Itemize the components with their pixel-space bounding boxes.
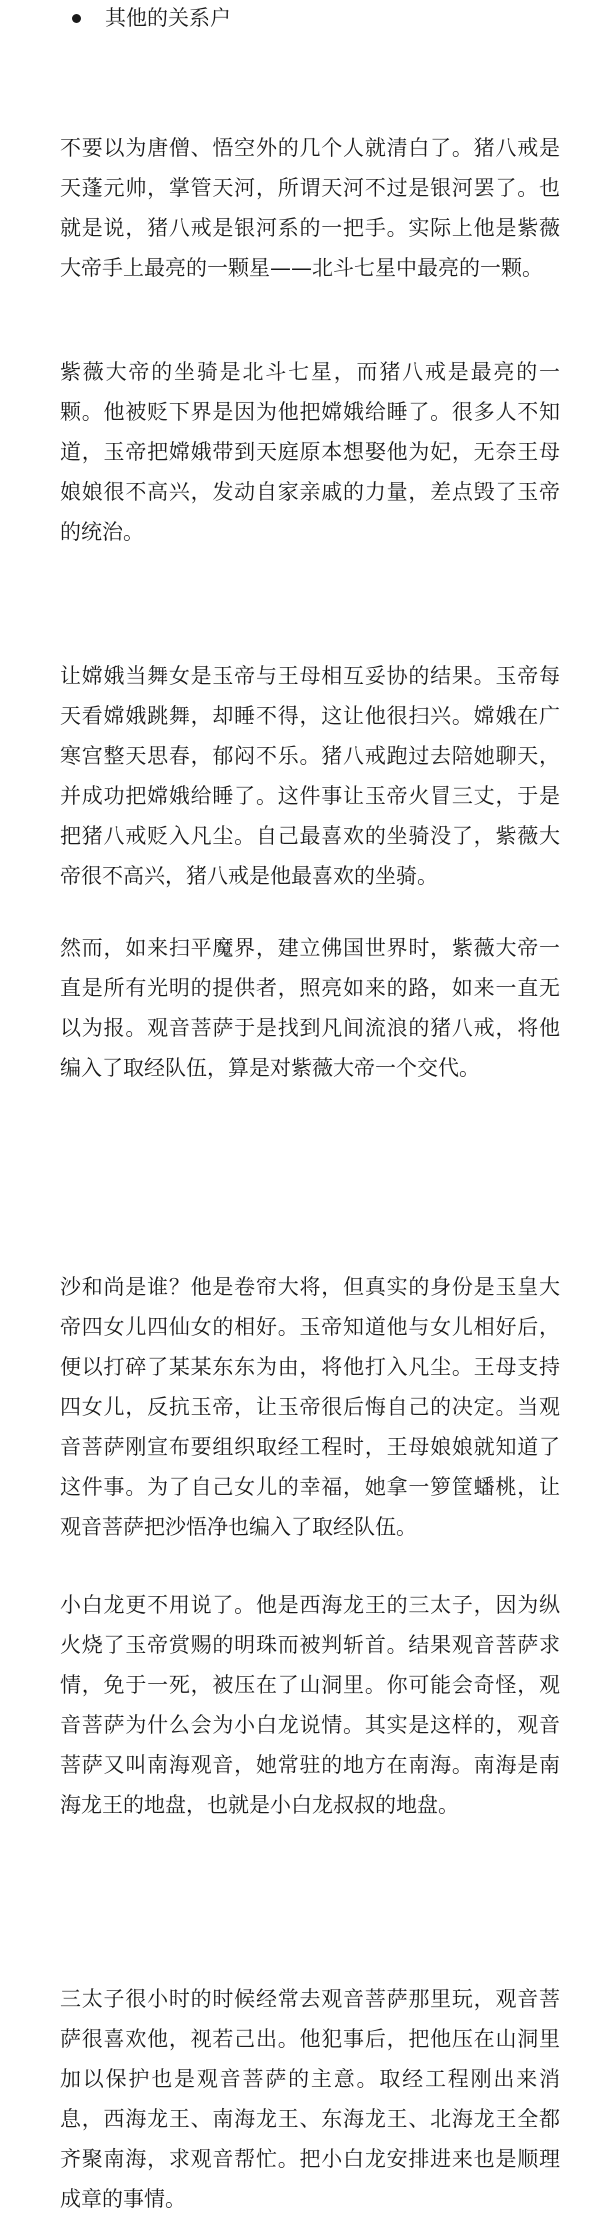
- paragraph-1: 不要以为唐僧、悟空外的几个人就清白了。猪八戒是天蓬元帅，掌管天河，所谓天河不过是银河罢了。也就是说，猪八戒是银河系的一把手。实际上他是紫薇大帝手上最亮的一颗星——北斗七星中最亮的一颗。: [60, 136, 560, 280]
- bullet-text: 其他的关系户: [105, 6, 231, 30]
- paragraph-4: 然而，如来扫平魔界，建立佛国世界时，紫薇大帝一直是所有光明的提供者，照亮如来的路，如来一直无以为报。观音菩萨于是找到凡间流浪的猪八戒，将他编入了取经队伍，算是对紫薇大帝一个交代。: [60, 936, 560, 1080]
- paragraph-3: 让嫦娥当舞女是玉帝与王母相互妥协的结果。玉帝每天看嫦娥跳舞，却睡不得，这让他很扫兴。嫦娥在广寒宫整天思春，郁闷不乐。猪八戒跑过去陪她聊天，并成功把嫦娥给睡了。这件事让玉帝火冒三丈，于是把猪八戒贬入凡尘。自己最喜欢的坐骑没了，紫薇大帝很不高兴，猪八戒是他最喜欢的坐骑。: [60, 664, 560, 888]
- paragraph-5: 沙和尚是谁？他是卷帘大将，但真实的身份是玉皇大帝四女儿四仙女的相好。玉帝知道他与女儿相好后，便以打碎了某某东东为由，将他打入凡尘。王母支持四女儿，反抗玉帝，让玉帝很后悔自己的决定。当观音菩萨刚宣布要组织取经工程时，王母娘娘就知道了这件事。为了自己女儿的幸福，她拿一箩筐蟠桃，让观音菩萨把沙悟净也编入了取经队伍。: [60, 1275, 560, 1539]
- paragraph-6: 小白龙更不用说了。他是西海龙王的三太子，因为纵火烧了玉帝赏赐的明珠而被判斩首。结果观音菩萨求情，免于一死，被压在了山洞里。你可能会奇怪，观音菩萨为什么会为小白龙说情。其实是这样的，观音菩萨又叫南海观音，她常驻的地方在南海。南海是南海龙王的地盘，也就是小白龙叔叔的地盘。: [60, 1593, 560, 1817]
- paragraph-7: 三太子很小时的时候经常去观音菩萨那里玩，观音菩萨很喜欢他，视若己出。他犯事后，把他压在山洞里加以保护也是观音菩萨的主意。取经工程刚出来消息，西海龙王、南海龙王、东海龙王、北海龙王全都齐聚南海，求观音帮忙。把小白龙安排进来也是顺理成章的事情。: [60, 1987, 560, 2211]
- bullet-dot-icon: [72, 14, 81, 23]
- bullet-item: [72, 0, 231, 36]
- paragraph-2: 紫薇大帝的坐骑是北斗七星，而猪八戒是最亮的一颗。他被贬下界是因为他把嫦娥给睡了。很多人不知道，玉帝把嫦娥带到天庭原本想娶他为妃，无奈王母娘娘很不高兴，发动自家亲戚的力量，差点毁了玉帝的统治。: [60, 360, 560, 544]
